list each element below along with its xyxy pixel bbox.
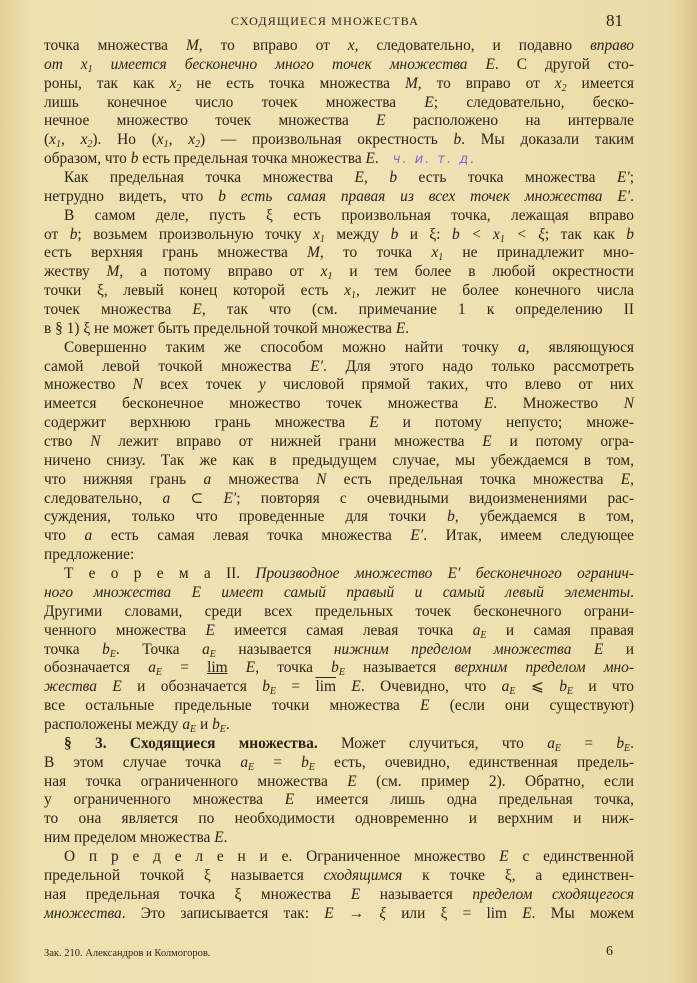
text-segment: E — [482, 433, 492, 451]
text-segment: E — [248, 761, 255, 773]
text-segment: E — [219, 723, 226, 735]
text-segment: b — [616, 734, 625, 752]
text-segment: , следовательно, и подавно — [354, 37, 591, 54]
text-segment: x — [188, 131, 196, 149]
text-line — [44, 433, 634, 452]
text-line — [44, 376, 634, 395]
text-segment: E — [227, 659, 256, 677]
text-line — [44, 584, 634, 603]
text-segment: E — [483, 395, 494, 413]
text-line — [44, 773, 634, 792]
text-segment: M — [307, 244, 320, 262]
text-segment: b есть самая правая из всех точек множества E′ — [218, 187, 631, 205]
text-segment: E — [554, 742, 561, 754]
text-segment: a — [472, 621, 481, 639]
text-line — [44, 848, 634, 867]
text-segment: , точка — [255, 659, 332, 677]
text-line — [44, 716, 634, 735]
text-segment: с единственной — [508, 847, 634, 865]
text-segment: x — [347, 37, 355, 54]
text-segment: , — [60, 131, 81, 149]
text-segment: или ξ = lim — [385, 904, 523, 922]
text-segment: E — [365, 150, 375, 168]
text-segment: b — [390, 225, 399, 243]
text-segment: множество — [44, 376, 133, 394]
text-segment: E′ — [410, 527, 424, 545]
text-segment: ⩽ — [515, 678, 560, 696]
text-line — [44, 244, 634, 263]
text-line — [44, 452, 634, 471]
text-line — [44, 829, 634, 848]
text-segment: a — [501, 678, 510, 696]
text-segment: вправо — [590, 37, 635, 54]
text-segment: Может случиться, что — [317, 734, 548, 752]
text-segment: 2 — [87, 139, 93, 151]
text-segment: Совершенно таким же способом можно найти точку — [64, 338, 518, 356]
text-segment: предложение: — [44, 546, 135, 564]
text-line — [44, 546, 634, 565]
text-segment: числовой прямой таких, что влево от них — [265, 376, 635, 394]
text-segment: ; следовательно, беско- — [433, 93, 634, 111]
text-segment: E — [420, 697, 430, 715]
text-segment: E — [624, 742, 631, 754]
text-segment: a — [240, 753, 249, 771]
text-segment: жеству — [44, 263, 107, 281]
text-line — [44, 188, 634, 207]
text-segment: и что — [573, 678, 634, 696]
text-segment: . — [374, 150, 379, 168]
text-segment: x — [156, 131, 164, 149]
text-segment: . Мы доказали таким — [461, 131, 634, 149]
text-segment: E — [347, 772, 357, 790]
text-segment: роны, так как — [44, 74, 170, 92]
text-segment: верхним пределом мно- — [454, 659, 635, 677]
text-segment: В этом случае точка — [44, 753, 241, 771]
text-segment: . — [223, 829, 228, 847]
text-segment: есть, очевидно, единственная предель- — [314, 753, 634, 771]
text-segment: E — [354, 169, 364, 187]
text-segment: a — [202, 640, 210, 658]
text-segment: b — [69, 225, 78, 243]
text-line — [44, 867, 634, 886]
text-line — [44, 565, 634, 584]
text-segment: у ограниченного множества — [44, 791, 285, 809]
text-line — [44, 339, 634, 358]
text-segment: самой левой точкой множества — [44, 357, 311, 375]
text-segment: b — [626, 225, 634, 243]
text-segment: суждения, только что проведенные для точки — [44, 508, 448, 526]
text-line — [44, 490, 634, 509]
text-segment: E — [284, 791, 295, 809]
text-segment: E — [338, 667, 345, 679]
text-segment: и обозначается — [121, 678, 263, 696]
text-segment: и — [603, 640, 635, 658]
text-segment: . — [630, 734, 634, 752]
text-segment: ного множества E имеет самый правый и самый левый элементы — [44, 583, 631, 601]
text-line — [44, 697, 634, 716]
footer-imprint: Зак. 210. Александров и Колмогоров. — [44, 948, 211, 959]
text-segment: . — [630, 187, 634, 205]
text-segment: есть самая левая точка множества — [92, 527, 411, 545]
text-segment: M — [185, 37, 199, 54]
text-segment: , являющуюся — [525, 338, 634, 356]
text-line — [44, 754, 634, 773]
text-segment: , то вправо от — [417, 74, 555, 92]
text-segment: нетрудно видеть, что — [44, 187, 219, 205]
text-segment: x — [313, 225, 320, 243]
text-segment: имеется бесконечное множество точек множества — [44, 395, 484, 413]
text-segment: множества — [44, 904, 122, 922]
text-segment: E — [209, 648, 216, 660]
text-segment: , — [630, 470, 634, 488]
text-segment: 2 — [176, 82, 182, 94]
text-segment: 1 — [438, 252, 444, 264]
text-segment: расположено на интервале — [385, 112, 634, 130]
text-segment: E — [424, 93, 434, 111]
text-segment: Как предельная точка множества — [64, 169, 355, 187]
text-segment: Другими словами, среди всех предельных точек бесконечного ограни- — [44, 602, 634, 620]
text-segment: E — [109, 648, 116, 660]
text-segment: , убеждаемся в том, — [454, 508, 634, 526]
text-segment: a — [84, 527, 93, 545]
text-segment: x — [344, 282, 352, 300]
text-segment: что — [44, 527, 85, 545]
text-segment: b — [453, 131, 462, 149]
text-segment: M — [106, 263, 120, 281]
text-segment: . Для этого надо только рассмотреть — [323, 357, 634, 375]
text-line — [44, 94, 634, 113]
text-segment: есть верхняя грань множества — [44, 244, 308, 262]
text-segment: M — [404, 74, 418, 92]
text-segment: и тем более в любой окрестности — [332, 263, 634, 281]
text-segment: между — [324, 225, 391, 243]
text-segment: E′ — [616, 169, 630, 187]
text-segment: E → ξ — [324, 904, 386, 922]
text-line — [44, 905, 634, 924]
text-segment: = — [162, 659, 208, 677]
text-segment: b — [301, 753, 309, 771]
text-segment: сходящимся — [323, 866, 403, 884]
text-segment: b — [102, 640, 110, 658]
text-segment: обозначается — [44, 659, 149, 677]
text-segment: = — [561, 734, 617, 752]
text-segment: есть предельная точка множества — [138, 150, 366, 168]
text-segment: E — [620, 470, 631, 488]
text-line — [44, 414, 634, 433]
text-segment: ; так как — [544, 225, 627, 243]
text-line — [44, 603, 634, 622]
text-segment: . — [405, 319, 410, 337]
text-segment: E — [499, 847, 509, 865]
text-line — [44, 169, 634, 188]
text-segment: . Очевидно, что — [360, 678, 502, 696]
text-segment: x — [431, 244, 439, 262]
text-segment: содержит верхнюю грань множества — [44, 414, 370, 432]
text-segment: к точке ξ, а единствен- — [402, 866, 634, 884]
text-segment: . Это записывается так: — [121, 904, 325, 922]
text-segment: x — [169, 74, 177, 92]
text-segment: b — [262, 678, 270, 696]
text-line — [44, 358, 634, 377]
text-segment: lim — [207, 659, 228, 677]
text-line — [44, 810, 634, 829]
text-segment: имеется самая левая точка — [214, 621, 473, 639]
text-line — [44, 282, 634, 301]
text-segment: не принадлежит мно- — [443, 244, 634, 262]
page-number: 81 — [606, 11, 623, 30]
text-segment: a — [547, 734, 555, 752]
text-segment: 1 — [327, 271, 333, 283]
text-segment: 2 — [561, 82, 567, 94]
text-segment: следовательно, — [44, 489, 163, 507]
text-segment: и потому огра- — [491, 433, 634, 451]
text-segment: = — [254, 753, 302, 771]
text-segment: точек множества — [44, 301, 193, 319]
text-line — [44, 112, 634, 131]
text-segment: 2 — [195, 139, 201, 151]
text-segment: ство — [44, 433, 91, 451]
text-segment: в § 1) ξ не может быть предельной точкой множества — [44, 319, 396, 337]
text-line — [44, 791, 634, 810]
text-segment: точка множества — [44, 37, 186, 54]
text-segment: $\overline{lim}$ — [315, 678, 337, 696]
text-segment: 1 — [319, 233, 325, 245]
text-segment: . С другой сто- — [494, 55, 634, 73]
text-segment: E — [522, 904, 532, 922]
text-segment: . Мы можем — [531, 904, 634, 922]
text-segment: . Точка — [115, 640, 203, 658]
text-segment: 1 — [55, 139, 61, 151]
text-line — [44, 56, 634, 75]
page-body-text — [44, 37, 634, 923]
text-segment: ) — произвольная окрестность — [200, 131, 454, 149]
text-line — [44, 263, 634, 282]
text-segment: x — [320, 263, 328, 281]
text-segment: ная предельная точка ξ множества — [44, 885, 351, 903]
text-segment: , так что (см. примечание 1 к определению II — [201, 301, 635, 319]
text-segment: E — [269, 686, 276, 698]
text-segment: пределом сходящегося — [472, 885, 634, 903]
text-segment: , лежит не более конечного числа — [356, 282, 634, 300]
text-segment: 1 — [351, 290, 357, 302]
text-segment: E — [214, 829, 224, 847]
text-segment: N — [316, 470, 327, 488]
text-segment: x — [49, 131, 56, 149]
text-segment: E — [376, 112, 386, 130]
text-segment: множества — [211, 470, 317, 488]
text-line — [44, 37, 634, 56]
text-line — [44, 395, 634, 414]
text-segment: N — [90, 433, 101, 451]
text-segment: E — [308, 761, 315, 773]
text-segment: В самом деле, пусть ξ есть произвольная точка, лежащая вправо — [64, 206, 634, 224]
text-segment: E — [509, 686, 516, 698]
text-segment: y — [258, 376, 266, 394]
text-segment: называется — [360, 885, 473, 903]
text-segment: E — [205, 621, 215, 639]
text-segment: 1 — [499, 233, 505, 245]
text-segment: есть точка множества — [397, 169, 617, 187]
text-segment: , то вправо от — [198, 37, 348, 54]
text-segment: < ξ — [504, 225, 545, 243]
text-segment: точки ξ, левый конец которой есть — [44, 282, 345, 300]
text-segment: b — [447, 508, 455, 526]
text-segment: b — [559, 678, 567, 696]
text-segment: . Итак, имеем следующее — [423, 527, 635, 545]
text-segment: имеется бесконечно много точек множества E — [92, 55, 495, 73]
text-segment: расположены между — [44, 715, 183, 733]
text-segment: называется — [215, 640, 334, 658]
text-segment: ; — [629, 169, 634, 187]
text-line — [44, 150, 634, 169]
text-line — [44, 508, 634, 527]
text-segment: N — [623, 395, 634, 413]
text-segment: E — [480, 629, 487, 641]
text-segment: ; возьмем произвольную точку — [77, 225, 314, 243]
text-segment: 1 — [87, 63, 93, 75]
text-line — [44, 527, 634, 546]
text-segment: = — [276, 678, 316, 696]
text-segment: точка — [44, 640, 103, 658]
text-segment: ). Но ( — [92, 131, 157, 149]
text-segment: E — [566, 686, 573, 698]
text-segment: и ξ: — [398, 225, 453, 243]
text-segment: E′ — [310, 357, 323, 375]
text-segment: лежит вправо от нижней грани множества — [100, 433, 483, 451]
text-segment: ; повторяя с очевидными видоизменениями рас- — [236, 489, 634, 507]
text-segment: b — [389, 169, 398, 187]
text-segment: О п р е д е л е н и е. Ограниченное множество — [64, 847, 500, 865]
text-segment: лишь конечное число точек множества — [44, 93, 425, 111]
text-segment: x — [80, 131, 88, 149]
text-segment: b — [331, 659, 339, 677]
text-segment: , а потому вправо от — [119, 263, 321, 281]
text-segment: не есть точка множества — [181, 74, 405, 92]
text-line — [44, 886, 634, 905]
text-segment: все остальные предельные точки множества — [44, 697, 421, 715]
text-segment: (см. пример 2). Обратно, если — [356, 772, 634, 790]
text-segment: называется — [344, 659, 455, 677]
text-segment: x — [554, 74, 562, 92]
text-segment: от x — [44, 55, 88, 73]
text-segment: и самая правая — [486, 621, 634, 639]
text-segment: E — [336, 678, 361, 696]
text-segment: и потому непусто; множе- — [378, 414, 634, 432]
text-segment: a — [517, 338, 526, 356]
text-segment: от — [44, 225, 70, 243]
running-header: СХОДЯЩИЕСЯ МНОЖЕСТВА — [230, 14, 420, 28]
text-segment: 1 — [163, 139, 169, 151]
text-segment: . — [630, 583, 634, 601]
text-segment: a — [182, 715, 191, 733]
text-segment: предельной точкой ξ называется — [44, 866, 324, 884]
text-segment: есть предельная точка множества — [326, 470, 621, 488]
text-segment: E — [190, 723, 197, 735]
text-line — [44, 131, 634, 150]
text-line — [44, 226, 634, 245]
text-segment: b — [130, 150, 139, 168]
text-line — [44, 641, 634, 660]
text-line — [44, 659, 634, 678]
text-segment: . — [225, 715, 230, 733]
text-segment: (если они существуют) — [429, 697, 634, 715]
text-segment: всех точек — [142, 376, 259, 394]
text-segment: a ⊂ E′ — [162, 489, 237, 507]
text-segment: нечное множество точек множества — [44, 112, 377, 130]
text-segment: имеется — [566, 74, 635, 92]
text-segment: Производное множество E′ бесконечного огранич- — [255, 565, 634, 583]
text-segment: образом, что — [44, 150, 131, 168]
text-segment: ченного множества — [44, 621, 206, 639]
text-segment: . Множество — [493, 395, 624, 413]
text-segment: E — [395, 319, 406, 337]
text-segment: и — [196, 715, 213, 733]
text-segment: E — [369, 414, 379, 432]
text-line — [44, 471, 634, 490]
text-line — [44, 207, 634, 226]
text-line — [44, 301, 634, 320]
text-line — [44, 735, 634, 754]
text-segment: , — [168, 131, 189, 149]
section-heading: § 3. Сходящиеся множества. — [64, 734, 318, 752]
text-segment: , — [363, 169, 390, 187]
text-segment: E — [350, 885, 361, 903]
text-segment: b — [212, 715, 220, 733]
text-line — [44, 320, 634, 339]
handwritten-annotation: ч. и. т. д. — [392, 152, 477, 168]
text-segment: N — [132, 376, 143, 394]
signature-mark: 6 — [606, 944, 613, 959]
text-segment: a — [148, 659, 156, 677]
text-segment: ( — [44, 131, 50, 149]
text-segment: E — [155, 667, 162, 679]
text-segment: жества E — [44, 678, 122, 696]
text-segment: ним пределом множества — [44, 829, 215, 847]
text-segment: то она является по необходимости одновременно и верхним и ниж- — [44, 810, 634, 828]
text-line — [44, 678, 634, 697]
text-segment: a — [203, 470, 212, 488]
text-segment: , то точка — [319, 244, 432, 262]
text-segment: Т е о р е м а II. — [64, 565, 256, 583]
text-segment: E — [192, 301, 202, 319]
text-segment: b < x — [452, 225, 500, 243]
text-segment: что нижняя грань — [44, 470, 204, 488]
text-segment: ная точка ограниченного множества — [44, 772, 348, 790]
text-segment: имеется лишь одна предельная точка, — [294, 791, 635, 809]
text-segment: ничено снизу. Так же как в предыдущем случае, мы убеждаемся в том, — [44, 451, 634, 469]
text-line — [44, 75, 634, 94]
text-line — [44, 622, 634, 641]
text-segment: нижним пределом множества E — [333, 640, 604, 658]
